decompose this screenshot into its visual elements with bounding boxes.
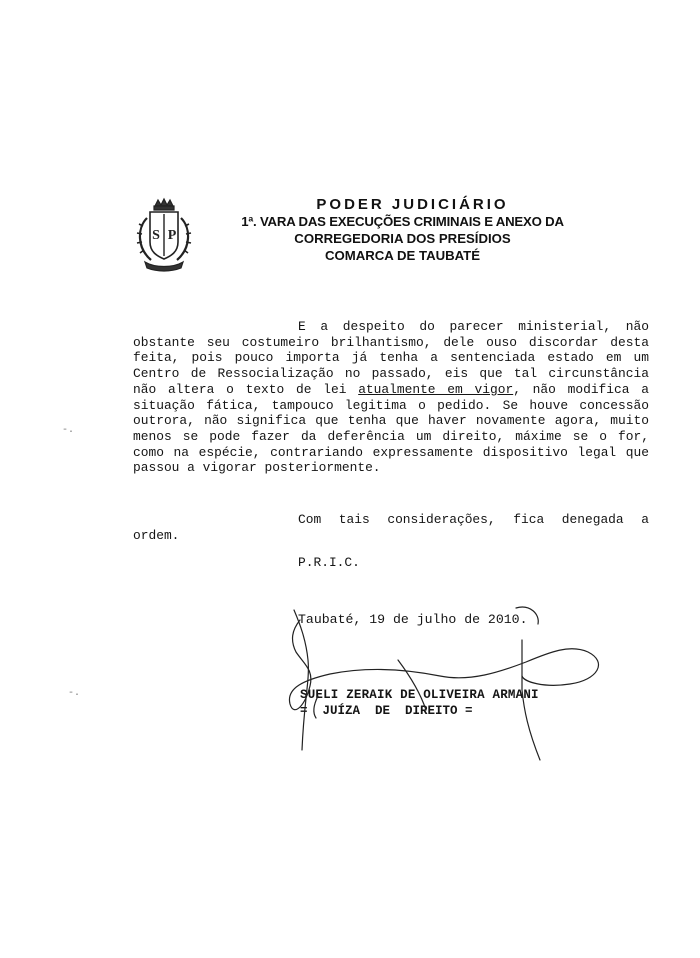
header-district: COMARCA DE TAUBATÉ — [324, 248, 481, 263]
header-court-name: 1ª. VARA DAS EXECUÇÕES CRIMINAIS E ANEXO DA — [241, 214, 564, 229]
decision-text — [133, 319, 649, 476]
pric-note: P.R.I.C. — [298, 555, 360, 570]
handwritten-signature — [270, 600, 610, 770]
place-and-date: Taubaté, 19 de julho de 2010. — [298, 612, 528, 627]
paragraph-conclusion-block — [133, 512, 649, 543]
svg-text:S: S — [152, 228, 160, 243]
judge-name: SUELI ZERAIK DE OLIVEIRA ARMANI — [300, 688, 539, 702]
margin-mark: -. — [62, 425, 75, 436]
paragraph-main-part1: E a despeito do parecer ministerial, não obstante seu costumeiro brilhantismo, dele ouso discordar desta feita, pois pouco importa já tenha a sentenciada estado em um Centro de Ressocialização no passado, eis que tal circunstância não altera o texto de lei — [133, 319, 649, 397]
svg-text:P: P — [167, 228, 177, 243]
paragraph-main-underlined: atualmente em vigor — [358, 381, 514, 397]
paragraph-main-part2: , não modifica a situação fática, tampouco legitima o pedido. Se houve concessão outrora, não significa que tenha que haver novamente agora, muito menos se pode fazer da deferência um direito, máxime se o for, como na espécie, contrariando expressamente dispositivo legal que passou a vigorar posteriormente. — [133, 381, 649, 476]
header-title: PODER JUDICIÁRIO — [316, 196, 509, 213]
header-court-subtitle: CORREGEDORIA DOS PRESÍDIOS — [294, 231, 511, 246]
paragraph-main — [133, 319, 649, 476]
margin-mark: -. — [68, 688, 81, 699]
court-header — [205, 196, 600, 264]
sao-paulo-coat-of-arms-icon — [133, 196, 195, 272]
paragraph-conclusion: Com tais considerações, fica denegada a ordem. — [133, 512, 649, 543]
judge-title: = JUÍZA DE DIREITO = — [300, 704, 473, 718]
